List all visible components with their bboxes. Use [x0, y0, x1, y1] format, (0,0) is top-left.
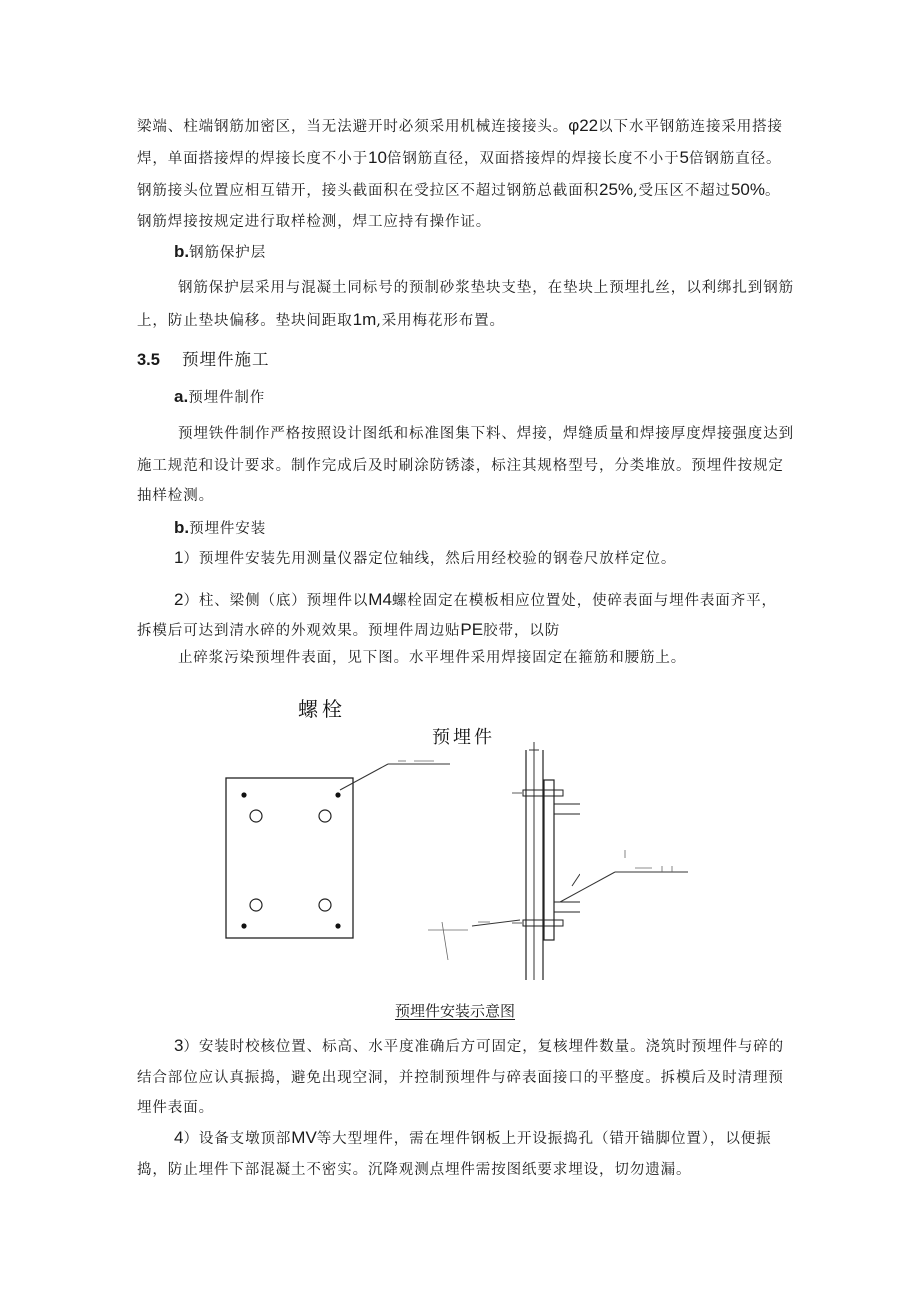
- bolt-hole: [319, 899, 331, 911]
- cover-para-line-1: 钢筋保护层采用与混凝土同标号的预制砂浆垫块支垫，在垫块上预埋扎丝，以利绑扎到钢筋: [178, 280, 794, 296]
- rebar-para-line-1: 梁端、柱端钢筋加密区，当无法避开时必须采用机械连接接头。φ22以下水平钢筋连接采用搭接: [137, 116, 783, 135]
- bolt-hole: [250, 899, 262, 911]
- corner-dot: [241, 792, 246, 797]
- corner-dot: [241, 923, 246, 928]
- install-item-3-line-1: 3）安装时校核位置、标高、水平度准确后方可固定，复核埋件数量。浇筑时预埋件与碎的: [174, 1036, 785, 1055]
- leader-bolt: [340, 761, 450, 790]
- bolt-hole: [319, 810, 331, 822]
- figure-caption: 预埋件安装示意图: [395, 1002, 516, 1020]
- section-heading: 3.5 预埋件施工: [137, 351, 270, 369]
- label-embed: 预埋件: [432, 727, 495, 748]
- embed-install-diagram: [210, 690, 580, 990]
- rebar-para-line-2: 焊，单面搭接焊的焊接长度不小于10倍钢筋直径，双面搭接焊的焊接长度不小于5倍钢筋直径。: [137, 148, 782, 167]
- make-para-line-2: 施工规范和设计要求。制作完成后及时刷涂防锈漆，标注其规格型号，分类堆放。预埋件按规定: [137, 458, 784, 474]
- install-item-4-line-2: 捣，防止埋件下部混凝土不密实。沉降观测点埋件需按图纸要求埋设，切勿遗漏。: [137, 1162, 692, 1178]
- subheading-embed-install: b.预埋件安装: [174, 518, 267, 537]
- make-para-line-1: 预埋铁件制作严格按照设计图纸和标准图集下料、焊接，焊缝质量和焊接厚度焊接强度达到: [178, 426, 794, 442]
- install-item-4-line-1: 4）设备支墩顶部MV等大型埋件，需在埋件钢板上开设振捣孔（错开锚脚位置），以便振: [174, 1128, 772, 1147]
- install-item-2-line-2: 拆模后可达到清水碎的外观效果。预埋件周边贴PE胶带，以防: [137, 620, 561, 639]
- install-item-3-line-3: 埋件表面。: [137, 1100, 214, 1116]
- cover-para-line-2: 上，防止垫块偏移。垫块间距取1m,采用梅花形布置。: [137, 310, 505, 329]
- make-para-line-3: 抽样检测。: [137, 488, 214, 504]
- rebar-para-line-3: 钢筋接头位置应相互错开，接头截面积在受拉区不超过钢筋总截面积25%,受压区不超过50%。: [137, 180, 781, 199]
- install-item-2-line-1: 2）柱、梁侧（底）预埋件以M4螺栓固定在模板相应位置处，使碎表面与埋件表面齐平，: [174, 590, 777, 609]
- side-plate: [544, 780, 554, 940]
- plate-outline: [226, 778, 353, 938]
- rebar-para-line-4: 钢筋焊接按规定进行取样检测，焊工应持有操作证。: [137, 214, 492, 230]
- install-item-1: 1）预埋件安装先用测量仪器定位轴线，然后用经校验的钢卷尺放样定位。: [174, 548, 677, 567]
- corner-dot: [335, 792, 340, 797]
- subheading-embed-making: a.预埋件制作: [174, 387, 266, 406]
- embed-plate-front-view: [226, 778, 353, 938]
- rebar-leader: [560, 840, 700, 920]
- corner-dot: [335, 923, 340, 928]
- leader-rebar: [428, 850, 580, 960]
- bolt-hole: [250, 810, 262, 822]
- subheading-rebar-cover: b.钢筋保护层: [174, 242, 267, 261]
- install-item-2-line-3: 止碎浆污染预埋件表面，见下图。水平埋件采用焊接固定在箍筋和腰筋上。: [178, 650, 687, 666]
- install-item-3-line-2: 结合部位应认真振捣，避免出现空洞，并控制预埋件与碎表面接口的平整度。拆模后及时清理预: [137, 1070, 784, 1086]
- label-bolt: 螺栓: [298, 697, 346, 721]
